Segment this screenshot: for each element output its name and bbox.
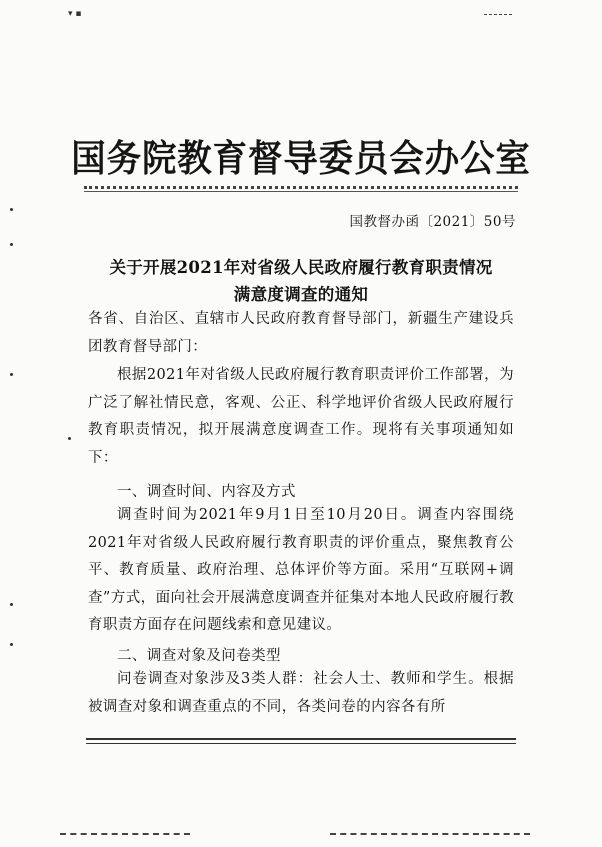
scan-dot	[10, 643, 13, 646]
document-title-line-2: 满意度调查的通知	[233, 285, 369, 304]
header-rule-secondary	[84, 191, 518, 192]
document-number: 国教督办函〔2021〕50号	[349, 214, 516, 230]
section-1-paragraph-text: 调查时间为2021年9月1日至10月20日。调查内容围绕2021年对省级人民政府履行教育职责的评价重点，聚焦教育公平、教育质量、政府治理、总体评价等方面。采用“互联网+调查”方式，面向社会开展满意度调查并征集对本地人民政府履行教育职责方面存在问题线索和意见建议。	[88, 507, 514, 634]
addressee	[88, 306, 514, 361]
document-title-line-1: 关于开展2021年对省级人民政府履行教育职责情况	[109, 258, 493, 277]
scan-dot	[10, 373, 13, 376]
scan-dash	[60, 833, 190, 835]
scan-mark: ▾ ▪	[68, 9, 82, 19]
issuing-office-title: 国务院教育督导委员会办公室	[71, 136, 531, 180]
section-2-paragraph	[88, 666, 514, 721]
scan-dot	[10, 208, 13, 211]
scan-dot	[10, 603, 13, 606]
scan-dot	[10, 243, 13, 246]
section-2-paragraph-text: 问卷调查对象涉及3类人群：社会人士、教师和学生。根据被调查对象和调查重点的不同，各类问卷的内容各有所	[88, 671, 514, 715]
intro-paragraph-text: 根据2021年对省级人民政府履行教育职责评价工作部署，为广泛了解社情民意，客观、公正、科学地评价省级人民政府履行教育职责情况，拟开展满意度调查工作。现将有关事项通知如下：	[88, 367, 514, 466]
section-1-heading: 一、调查时间、内容及方式	[117, 484, 296, 500]
scan-dot	[68, 437, 71, 440]
scan-dash	[484, 14, 512, 15]
section-2-heading: 二、调查对象及问卷类型	[117, 648, 281, 664]
addressee-text: 各省、自治区、直辖市人民政府教育督导部门，新疆生产建设兵团教育督导部门：	[88, 311, 514, 355]
header-rule	[84, 186, 518, 189]
footer-rule-secondary	[86, 743, 516, 744]
scan-dash	[330, 833, 530, 835]
section-1-paragraph	[88, 502, 514, 640]
footer-rule	[86, 738, 516, 740]
intro-paragraph	[88, 362, 514, 472]
